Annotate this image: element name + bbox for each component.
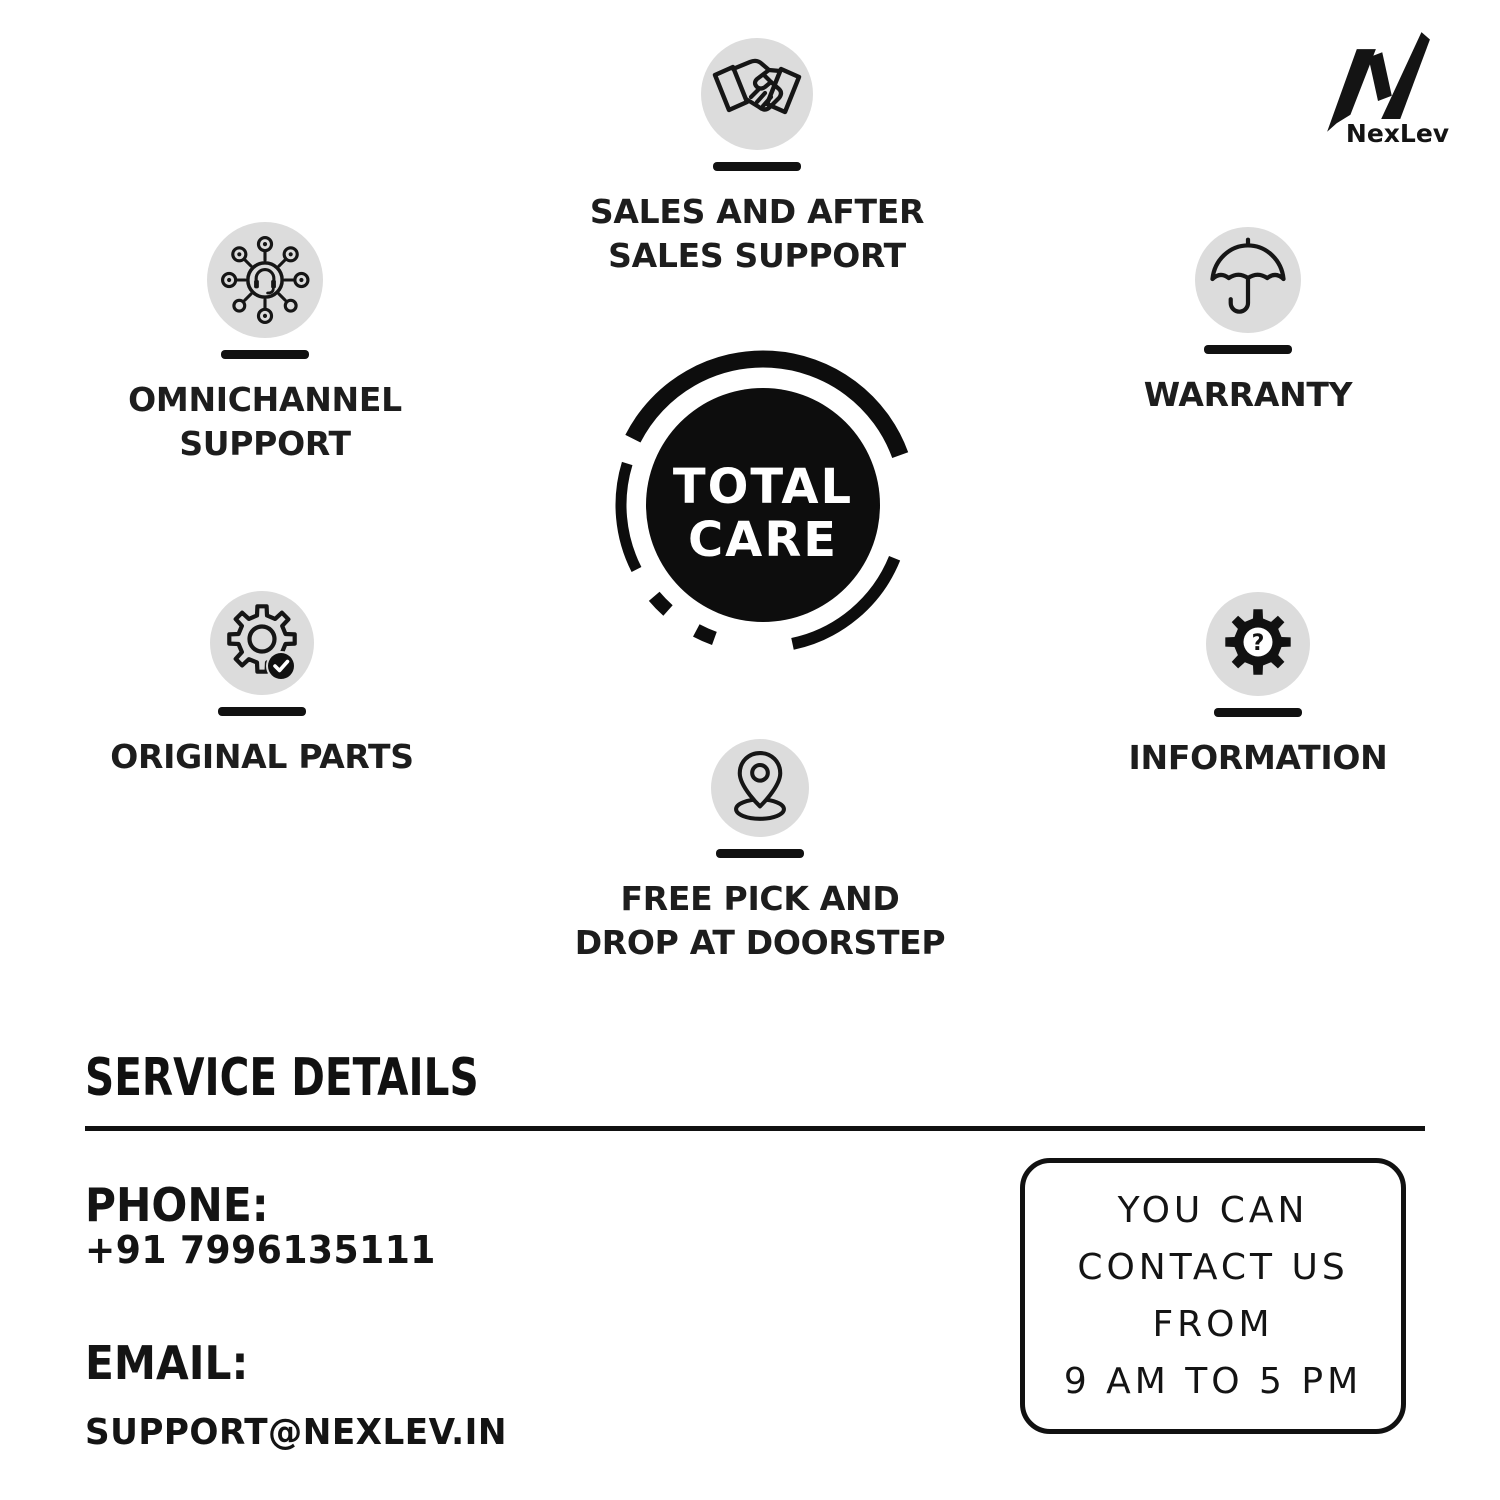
umbrella-icon	[1200, 232, 1296, 328]
feature-label-line1: WARRANTY	[1143, 375, 1353, 414]
information-icon-circle	[1206, 592, 1310, 696]
feature-information	[1048, 592, 1468, 780]
service-details-title: SERVICE DETAILS	[85, 1048, 479, 1108]
total-care-badge-icon	[598, 340, 928, 670]
feature-label	[590, 190, 924, 278]
feature-label-line2: SALES SUPPORT	[608, 236, 906, 275]
feature-sales-support	[547, 38, 967, 278]
total-care-hub	[598, 340, 928, 670]
feature-label	[110, 735, 413, 779]
omnichannel-icon-circle	[207, 222, 323, 338]
original-parts-icon-circle	[210, 591, 314, 695]
service-details-divider	[85, 1126, 1425, 1131]
contact-hours-line1: YOU CAN	[1117, 1190, 1309, 1231]
feature-label-line1: ORIGINAL PARTS	[110, 737, 414, 776]
brand-name: NexLev	[1345, 119, 1450, 148]
hub-text-line1: TOTAL	[672, 459, 854, 515]
feature-label	[1129, 736, 1388, 780]
email-label: EMAIL:	[85, 1336, 249, 1390]
feature-label-line1: FREE PICK AND	[620, 879, 900, 918]
separator-bar	[1214, 708, 1302, 717]
email-value: SUPPORT@NEXLEV.IN	[85, 1412, 507, 1453]
feature-original-parts	[52, 591, 472, 779]
free-pick-icon-circle	[711, 739, 809, 837]
phone-value: +91 7996135111	[85, 1228, 436, 1272]
separator-bar	[1204, 345, 1292, 354]
feature-label	[128, 378, 402, 466]
hub-text-line2: CARE	[687, 512, 839, 568]
contact-hours-line4: 9 AM TO 5 PM	[1063, 1361, 1363, 1402]
warranty-icon-circle	[1195, 227, 1301, 333]
location-pin-icon	[714, 742, 806, 834]
feature-omnichannel-support	[55, 222, 475, 466]
sales-icon-circle	[701, 38, 813, 150]
phone-label: PHONE:	[85, 1178, 269, 1232]
feature-free-pick-drop	[540, 739, 980, 965]
handshake-icon	[707, 44, 807, 144]
feature-label-line1: OMNICHANNEL	[128, 380, 402, 419]
feature-warranty	[1038, 227, 1458, 417]
gear-check-icon	[212, 593, 312, 693]
gear-question-icon	[1208, 594, 1308, 694]
contact-hours-box	[1020, 1158, 1406, 1434]
separator-bar	[221, 350, 309, 359]
network-headset-icon	[213, 228, 317, 332]
feature-label-line2: SUPPORT	[179, 424, 351, 463]
feature-label-line2: DROP AT DOORSTEP	[574, 923, 946, 962]
contact-hours-line2: CONTACT US	[1077, 1247, 1349, 1288]
feature-label-line1: INFORMATION	[1128, 738, 1388, 777]
feature-label-line1: SALES AND AFTER	[589, 192, 925, 231]
feature-label	[1144, 373, 1352, 417]
separator-bar	[713, 162, 801, 171]
feature-label	[575, 877, 946, 965]
question-mark-glyph: ?	[1251, 631, 1265, 656]
separator-bar	[716, 849, 804, 858]
separator-bar	[218, 707, 306, 716]
contact-hours-line3: FROM	[1152, 1304, 1274, 1345]
